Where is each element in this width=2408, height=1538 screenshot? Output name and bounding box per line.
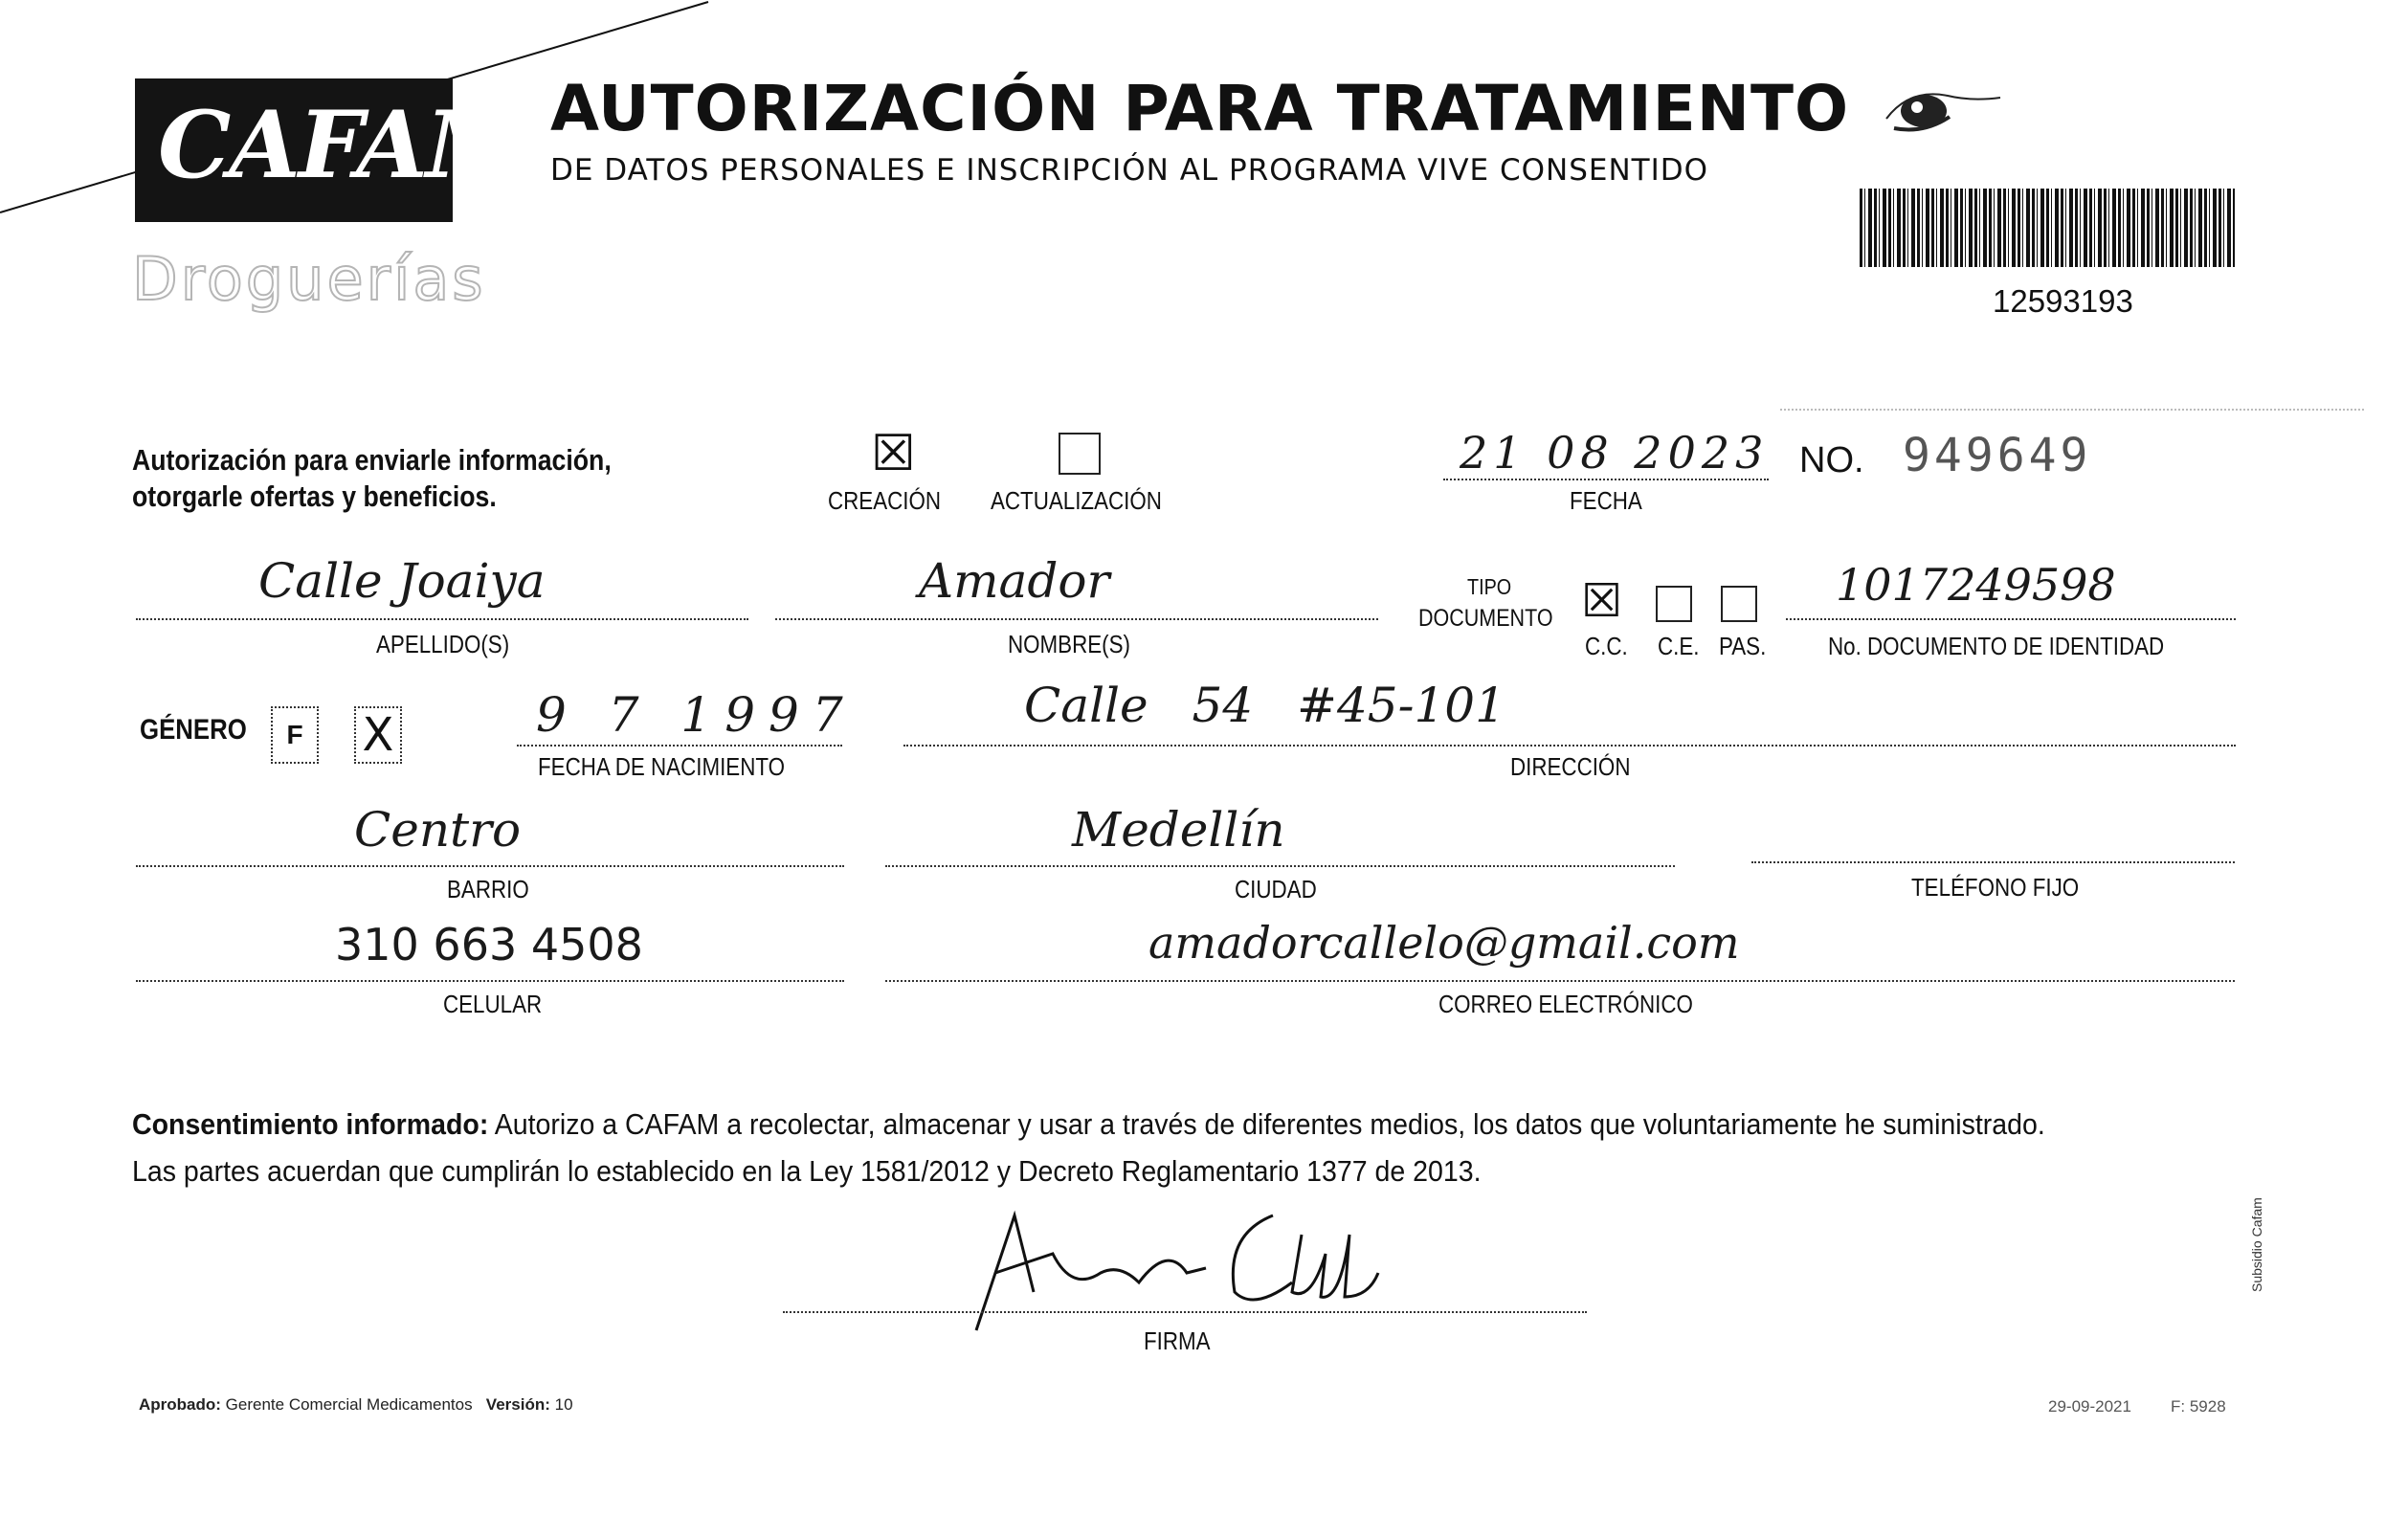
genero-label: GÉNERO [140, 714, 247, 746]
creacion-checkbox[interactable]: ☒ [871, 425, 916, 482]
nacimiento-line [517, 745, 842, 747]
pas-label: PAS. [1719, 632, 1767, 660]
nombres-label: NOMBRE(S) [1008, 630, 1130, 658]
documento-label: No. DOCUMENTO DE IDENTIDAD [1828, 632, 2165, 660]
celular-line [136, 980, 844, 982]
genero-m-box[interactable]: X [354, 706, 402, 764]
nacimiento-label: FECHA DE NACIMIENTO [538, 752, 786, 781]
consent-text: Autorizo a CAFAM a recolectar, almacenar y usar a través de diferentes medios, los datos que voluntariamente he suministrado. Las partes acuerdan que cumplirán lo establecido en la Ley 1581/2012 y Decreto Reglamentario 1377 de 2013. [132, 1107, 2045, 1188]
apellidos-value[interactable]: Calle Joaiya [258, 553, 546, 609]
actualizacion-checkbox[interactable] [1059, 433, 1101, 475]
barcode [1860, 189, 2235, 267]
telefono-label: TELÉFONO FIJO [1911, 873, 2080, 902]
apellidos-label: APELLIDO(S) [376, 630, 510, 658]
footer-approval [139, 1395, 573, 1415]
firma-label: FIRMA [1144, 1326, 1211, 1355]
ce-checkbox[interactable] [1656, 586, 1692, 622]
side-text: Subsidio Cafam [2249, 1197, 2264, 1292]
firma-line [783, 1311, 1587, 1313]
intro-line-1: Autorización para enviarle información, [132, 443, 612, 477]
actualizacion-label: ACTUALIZACIÓN [991, 486, 1162, 515]
barrio-label: BARRIO [447, 875, 529, 903]
droguerias-logo-subtitle: Droguerías [132, 244, 486, 314]
form-subtitle: DE DATOS PERSONALES E INSCRIPCIÓN AL PROGRAMA VIVE CONSENTIDO [550, 153, 1709, 188]
footer-code: F: 5928 [2171, 1397, 2226, 1415]
barrio-value[interactable]: Centro [354, 802, 522, 858]
cc-checkbox[interactable]: ☒ [1581, 574, 1623, 628]
direccion-label: DIRECCIÓN [1510, 752, 1631, 781]
consent-heading: Consentimiento informado: [132, 1107, 489, 1141]
tipo-documento-label-2: DOCUMENTO [1418, 605, 1553, 632]
apellidos-line [136, 618, 748, 620]
nombres-line [775, 618, 1378, 620]
barcode-number: 12593193 [1993, 283, 2133, 319]
correo-value[interactable]: amadorcallelo@gmail.com [1148, 917, 1740, 969]
genero-f-box[interactable]: F [271, 706, 319, 764]
aprobado-label: Aprobado: [139, 1395, 221, 1414]
aprobado-value: Gerente Comercial Medicamentos [225, 1395, 473, 1414]
nacimiento-value[interactable]: 9 7 1997 [536, 687, 857, 743]
pas-checkbox[interactable] [1721, 586, 1757, 622]
cafam-logo-text: CAFAM [158, 91, 526, 199]
ce-label: C.E. [1658, 632, 1700, 660]
nombres-value[interactable]: Amador [919, 553, 1110, 609]
documento-line [1786, 618, 2236, 620]
cc-label: C.C. [1585, 632, 1628, 660]
barrio-line [136, 865, 844, 867]
fecha-label: FECHA [1570, 486, 1642, 515]
number-value: 949649 [1903, 429, 2092, 482]
celular-label: CELULAR [443, 990, 543, 1018]
signature-drawing [948, 1177, 1426, 1349]
documento-value[interactable]: 1017249598 [1836, 559, 2116, 611]
direccion-line [903, 745, 2236, 747]
correo-line [885, 980, 2235, 982]
intro-line-2: otorgarle ofertas y beneficios. [132, 479, 497, 513]
celular-value[interactable]: 310 663 4508 [335, 919, 643, 970]
ciudad-line [885, 865, 1675, 867]
ciudad-label: CIUDAD [1235, 875, 1317, 903]
eye-logo-icon [1881, 69, 2005, 136]
number-label: NO. [1799, 440, 1864, 480]
version-value: 10 [554, 1395, 573, 1414]
footer-date: 29-09-2021 [2048, 1397, 2131, 1415]
ciudad-value[interactable]: Medellín [1072, 802, 1285, 858]
tipo-documento-label-1: TIPO [1467, 574, 1512, 599]
fecha-line [1443, 479, 1769, 480]
top-dotted-line [1780, 409, 2364, 411]
creacion-label: CREACIÓN [828, 486, 942, 515]
version-label: Versión: [485, 1395, 550, 1414]
correo-label: CORREO ELECTRÓNICO [1438, 990, 1693, 1018]
telefono-line [1751, 861, 2235, 863]
direccion-value[interactable]: Calle 54 #45-101 [1024, 678, 1505, 733]
fecha-value[interactable]: 21 08 2023 [1460, 427, 1770, 479]
form-title: AUTORIZACIÓN PARA TRATAMIENTO [550, 72, 1850, 145]
